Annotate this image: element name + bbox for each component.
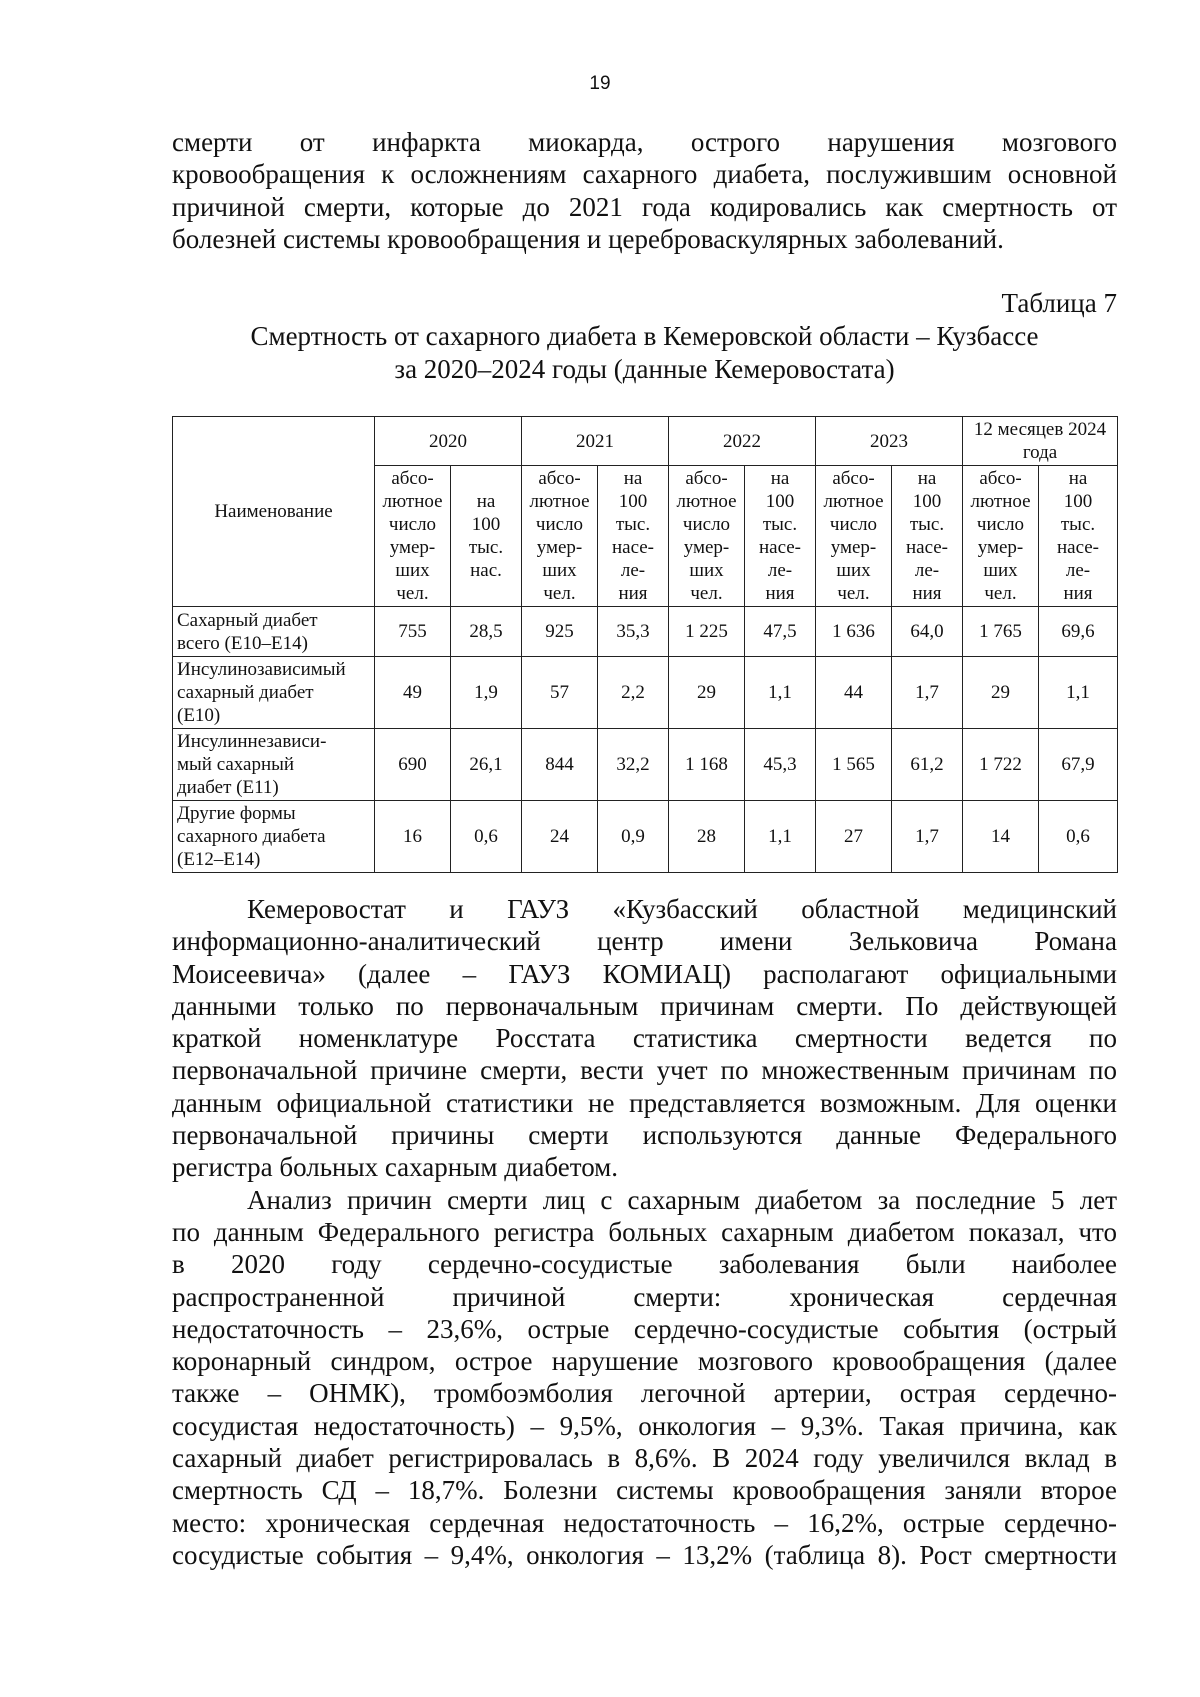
row-name-cell xyxy=(173,657,375,729)
text-line: ния xyxy=(1063,583,1093,604)
value-cell: 29 xyxy=(963,657,1039,729)
text-line: насе- xyxy=(905,537,949,558)
value-cell: 1,7 xyxy=(892,657,963,729)
value-cell: 0,9 xyxy=(598,801,669,873)
text-line: Сахарный диабет xyxy=(177,609,318,631)
value-cell: 1 636 xyxy=(816,607,892,657)
diabetes-mortality-table xyxy=(172,416,1118,873)
text-line: Кемеровостат и ГАУЗ «Кузбасский областной медицинский xyxy=(247,894,1117,924)
text-line: абсо- xyxy=(538,468,581,489)
value-cell: 1 765 xyxy=(963,607,1039,657)
text-line: тыс. xyxy=(1060,514,1096,535)
table-row xyxy=(173,729,1118,801)
text-line: ния xyxy=(912,583,942,604)
value-cell: 26,1 xyxy=(451,729,522,801)
subheader-cell xyxy=(816,466,892,607)
text-line: первоначальной причине смерти, вести учет по множественным причинам по xyxy=(172,1055,1117,1086)
text-line: сосудистые события – 9,4%, онкология – 13,2% (таблица 8). Рост смертности xyxy=(172,1539,1117,1570)
value-cell: 755 xyxy=(375,607,451,657)
subheader-cell xyxy=(375,466,451,607)
value-cell: 49 xyxy=(375,657,451,729)
value-cell: 690 xyxy=(375,729,451,801)
text-line: чел. xyxy=(984,583,1017,604)
row-name-cell xyxy=(173,801,375,873)
subheader-cell xyxy=(669,466,745,607)
text-line: абсо- xyxy=(832,468,875,489)
value-cell: 1,7 xyxy=(892,801,963,873)
text-line: на xyxy=(623,468,643,489)
text-line: данным официальной статистики не представляется возможным. Для оценки xyxy=(172,1087,1117,1118)
text-line: (E10) xyxy=(177,705,221,726)
value-cell: 57 xyxy=(522,657,598,729)
subheader-cell xyxy=(598,466,669,607)
text-line: умер- xyxy=(536,537,583,558)
text-line: насе- xyxy=(1056,537,1100,558)
text-line: насе- xyxy=(758,537,802,558)
value-cell: 1,1 xyxy=(1039,657,1118,729)
text-line: сахарный диабет xyxy=(177,682,314,703)
text-line: число xyxy=(976,514,1025,535)
text-line: умер- xyxy=(977,537,1024,558)
value-cell: 28 xyxy=(669,801,745,873)
text-line: ле- xyxy=(620,560,646,581)
text-line: на xyxy=(476,491,496,512)
value-cell: 69,6 xyxy=(1039,607,1118,657)
text-line: Анализ причин смерти лиц с сахарным диабетом за последние 5 лет xyxy=(247,1184,1117,1215)
text-line: число xyxy=(682,514,731,535)
table-row xyxy=(173,801,1118,873)
table-title xyxy=(172,320,1117,386)
text-line: информационно-аналитический центр имени Зельковича Романа xyxy=(172,926,1117,957)
value-cell: 1 722 xyxy=(963,729,1039,801)
text-line: число xyxy=(829,514,878,535)
value-cell: 1 225 xyxy=(669,607,745,657)
subheader-cell xyxy=(1039,466,1118,607)
paragraph-1 xyxy=(172,893,1117,1184)
text-line: лютное xyxy=(676,491,737,512)
value-cell: 67,9 xyxy=(1039,729,1118,801)
year-header-row xyxy=(173,417,1118,466)
year-header: 2020 xyxy=(375,417,522,466)
text-line: смерти от инфаркта миокарда, острого нарушения мозгового xyxy=(172,127,1117,157)
text-line: умер- xyxy=(683,537,730,558)
text-line: также – ОНМК), тромбоэмболия легочной артерии, острая сердечно- xyxy=(172,1378,1117,1409)
text-line: тыс. xyxy=(615,514,651,535)
text-line: умер- xyxy=(830,537,877,558)
text-line: лютное xyxy=(529,491,590,512)
text-line: в 2020 году сердечно-сосудистые заболевания были наиболее xyxy=(172,1249,1117,1280)
row-name-cell xyxy=(173,729,375,801)
text-line: число xyxy=(535,514,584,535)
page-number: 19 xyxy=(589,73,611,94)
year-header: 2021 xyxy=(522,417,669,466)
intro-paragraph xyxy=(172,126,1117,255)
text-line: регистра больных сахарным диабетом. xyxy=(172,1152,619,1183)
value-cell: 24 xyxy=(522,801,598,873)
value-cell: 28,5 xyxy=(451,607,522,657)
text-line: по данным Федерального регистра больных сахарным диабетом показал, что xyxy=(172,1216,1117,1247)
value-cell: 45,3 xyxy=(745,729,816,801)
text-line: недостаточность – 23,6%, острые сердечно-сосудистые события (острый xyxy=(172,1313,1117,1344)
value-cell: 1 565 xyxy=(816,729,892,801)
text-line: болезней системы кровообращения и цереброваскулярных заболеваний. xyxy=(172,223,1004,254)
text-line: чел. xyxy=(543,583,576,604)
table-label: Таблица 7 xyxy=(1001,288,1117,318)
text-line: всего (E10–E14) xyxy=(177,632,308,654)
value-cell: 16 xyxy=(375,801,451,873)
value-cell: 1,9 xyxy=(451,657,522,729)
year-header: 2023 xyxy=(816,417,963,466)
subheader-cell xyxy=(451,466,522,607)
text-line: тыс. xyxy=(762,514,798,535)
text-line: умер- xyxy=(389,537,436,558)
text-line: кровообращения к осложнениям сахарного диабета, послужившим основной xyxy=(172,159,1117,190)
text-line: распространенной причиной смерти: хроническая сердечная xyxy=(172,1281,1117,1312)
text-line: Другие формы xyxy=(177,803,296,824)
text-line: сахарного диабета xyxy=(177,826,326,847)
subheader-cell xyxy=(745,466,816,607)
row-name-cell xyxy=(173,607,375,657)
text-line: ших xyxy=(395,560,430,581)
subheader-cell xyxy=(522,466,598,607)
text-line: ле- xyxy=(1065,560,1091,581)
text-line: ния xyxy=(618,583,648,604)
text-line: тыс. xyxy=(909,514,945,535)
table-title-line: Смертность от сахарного диабета в Кемеровской области – Кузбассе xyxy=(250,321,1039,351)
text-line: Инсулинозависимый xyxy=(177,659,346,680)
paragraph-2 xyxy=(172,1184,1117,1572)
value-cell: 14 xyxy=(963,801,1039,873)
text-line: лютное xyxy=(970,491,1031,512)
text-line: лютное xyxy=(823,491,884,512)
value-cell: 44 xyxy=(816,657,892,729)
text-line: нас. xyxy=(470,560,502,581)
value-cell: 32,2 xyxy=(598,729,669,801)
text-line: насе- xyxy=(611,537,655,558)
text-line: ле- xyxy=(767,560,793,581)
text-line: абсо- xyxy=(391,468,434,489)
text-line: чел. xyxy=(837,583,870,604)
value-cell: 29 xyxy=(669,657,745,729)
subheader-cell xyxy=(892,466,963,607)
value-cell: 925 xyxy=(522,607,598,657)
value-cell: 2,2 xyxy=(598,657,669,729)
text-line: ших xyxy=(836,560,871,581)
text-line: 100 xyxy=(618,491,648,512)
value-cell: 27 xyxy=(816,801,892,873)
value-cell: 61,2 xyxy=(892,729,963,801)
table-title-line: за 2020–2024 годы (данные Кемеровостата) xyxy=(394,354,895,384)
text-line: ния xyxy=(765,583,795,604)
text-line: 100 xyxy=(1063,491,1093,512)
text-line: Инсулиннезависи- xyxy=(177,731,327,752)
text-line: ле- xyxy=(914,560,940,581)
text-line: 100 xyxy=(765,491,795,512)
value-cell: 64,0 xyxy=(892,607,963,657)
text-line: ших xyxy=(542,560,577,581)
text-line: Моисеевича» (далее – ГАУЗ КОМИАЦ) располагают официальными xyxy=(172,958,1117,989)
year-header: 12 месяцев 2024 года xyxy=(963,417,1118,466)
text-line: (E12–E14) xyxy=(177,849,261,870)
text-line: 100 xyxy=(471,514,501,535)
value-cell: 0,6 xyxy=(1039,801,1118,873)
table-row xyxy=(173,657,1118,729)
text-line: абсо- xyxy=(685,468,728,489)
text-line: мый сахарный xyxy=(177,754,295,775)
subheader-cell xyxy=(963,466,1039,607)
year-header: 2022 xyxy=(669,417,816,466)
text-line: лютное xyxy=(382,491,443,512)
text-line: 100 xyxy=(912,491,942,512)
text-line: данными только по первоначальным причинам смерти. По действующей xyxy=(172,990,1117,1021)
value-cell: 0,6 xyxy=(451,801,522,873)
value-cell: 1,1 xyxy=(745,801,816,873)
text-line: на xyxy=(1068,468,1088,489)
value-cell: 35,3 xyxy=(598,607,669,657)
value-cell: 844 xyxy=(522,729,598,801)
value-cell: 47,5 xyxy=(745,607,816,657)
text-line: чел. xyxy=(690,583,723,604)
text-line: коронарный синдром, острое нарушение мозгового кровообращения (далее xyxy=(172,1346,1117,1377)
body-text xyxy=(172,893,1117,1571)
text-line: число xyxy=(388,514,437,535)
name-header: Наименование xyxy=(173,417,375,607)
text-line: на xyxy=(917,468,937,489)
text-line: абсо- xyxy=(979,468,1022,489)
text-line: ших xyxy=(689,560,724,581)
text-line: первоначальной причины смерти используются данные Федерального xyxy=(172,1120,1117,1151)
text-line: ших xyxy=(983,560,1018,581)
text-line: смертность СД – 18,7%. Болезни системы кровообращения заняли второе xyxy=(172,1475,1117,1506)
text-line: сосудистая недостаточность) – 9,5%, онкология – 9,3%. Такая причина, как xyxy=(172,1410,1117,1441)
text-line: место: хроническая сердечная недостаточность – 16,2%, острые сердечно- xyxy=(172,1507,1117,1538)
value-cell: 1 168 xyxy=(669,729,745,801)
text-line: краткой номенклатуре Росстата статистика смертности ведется по xyxy=(172,1023,1117,1054)
text-line: чел. xyxy=(396,583,429,604)
text-line: тыс. xyxy=(468,537,504,558)
table-row xyxy=(173,607,1118,657)
text-line: диабет (E11) xyxy=(177,777,279,798)
text-line: причиной смерти, которые до 2021 года кодировались как смертность от xyxy=(172,191,1117,222)
value-cell: 1,1 xyxy=(745,657,816,729)
text-line: на xyxy=(770,468,790,489)
text-line: сахарный диабет регистрировалась в 8,6%. В 2024 году увеличился вклад в xyxy=(172,1443,1117,1474)
